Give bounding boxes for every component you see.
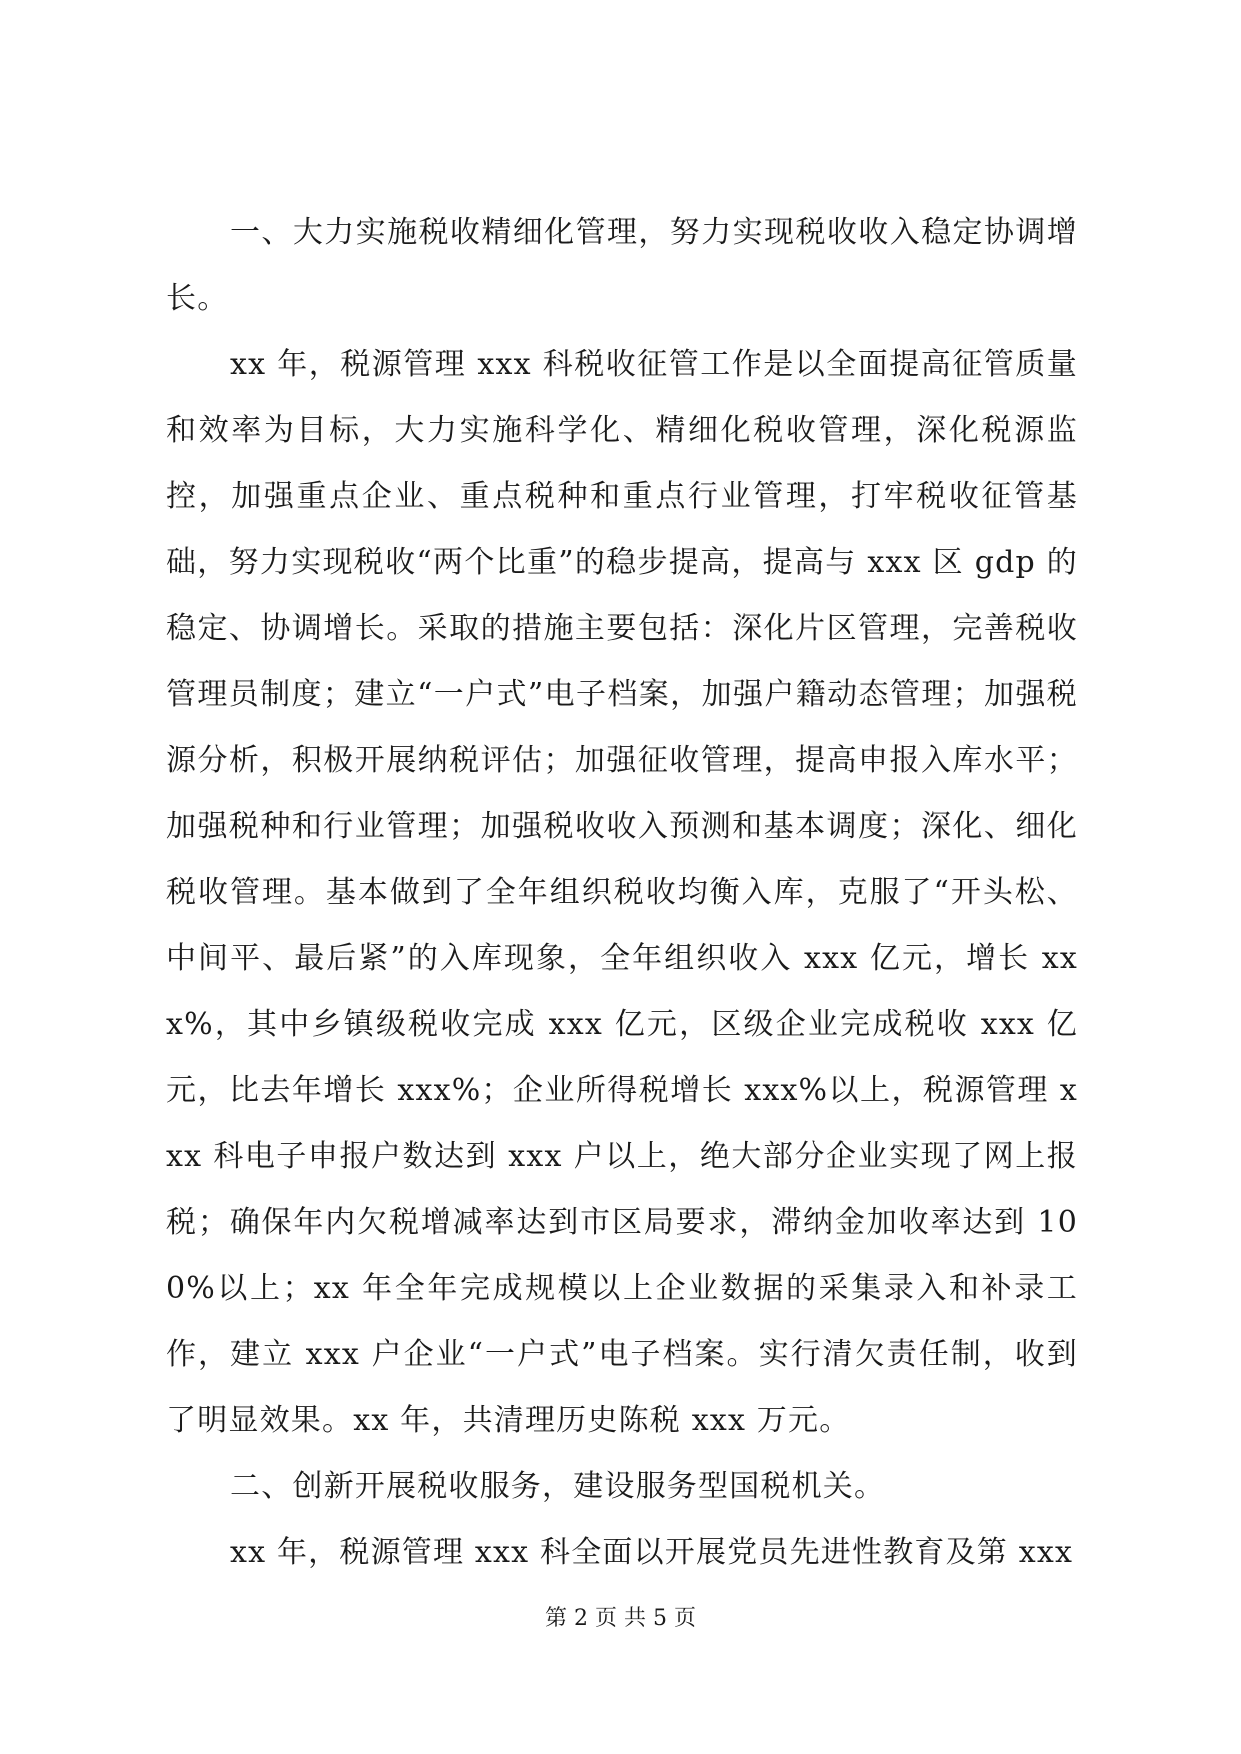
document-body <box>166 200 1078 1586</box>
body-paragraph-2: xx 年，税源管理 xxx 科全面以开展党员先进性教育及第 xxx <box>230 1535 1074 1570</box>
section-heading-1: 一、大力实施税收精细化管理，努力实现税收收入稳定协调增长。 <box>166 215 1078 316</box>
body-paragraph-1: xx 年，税源管理 xxx 科税收征管工作是以全面提高征管质量和效率为目标，大力实施科学化、精细化税收管理，深化税源监控，加强重点企业、重点税种和重点行业管理，打牢税收征管基础，努力实现税收“两个比重”的稳步提高，提高与 xxx 区 gdp 的稳定、协调增长。采取的措施主要包括：深化片区管理，完善税收管理员制度；建立“一户式”电子档案，加强户籍动态管理；加强税源分析，积极开展纳税评估；加强征收管理，提高申报入库水平；加强税种和行业管理；加强税收收入预测和基本调度；深化、细化税收管理。基本做到了全年组织税收均衡入库，克服了“开头松、中间平、最后紧”的入库现象，全年组织收入 xxx 亿元，增长 xxx%，其中乡镇级税收完成 xxx 亿元，区级企业完成税收 xxx 亿元，比去年增长 xxx%；企业所得税增长 xxx%以上，税源管理 xxx 科电子申报户数达到 xxx 户以上，绝大部分企业实现了网上报税；确保年内欠税增减率达到市区局要求，滞纳金加收率达到 100%以上；xx 年全年完成规模以上企业数据的采集录入和补录工作，建立 xxx 户企业“一户式”电子档案。实行清欠责任制，收到了明显效果。xx 年，共清理历史陈税 xxx 万元。 <box>166 347 1078 1438</box>
page-footer: 第 2 页 共 5 页 <box>545 1606 696 1631</box>
section-heading-2: 二、创新开展税收服务，建设服务型国税机关。 <box>230 1469 886 1504</box>
